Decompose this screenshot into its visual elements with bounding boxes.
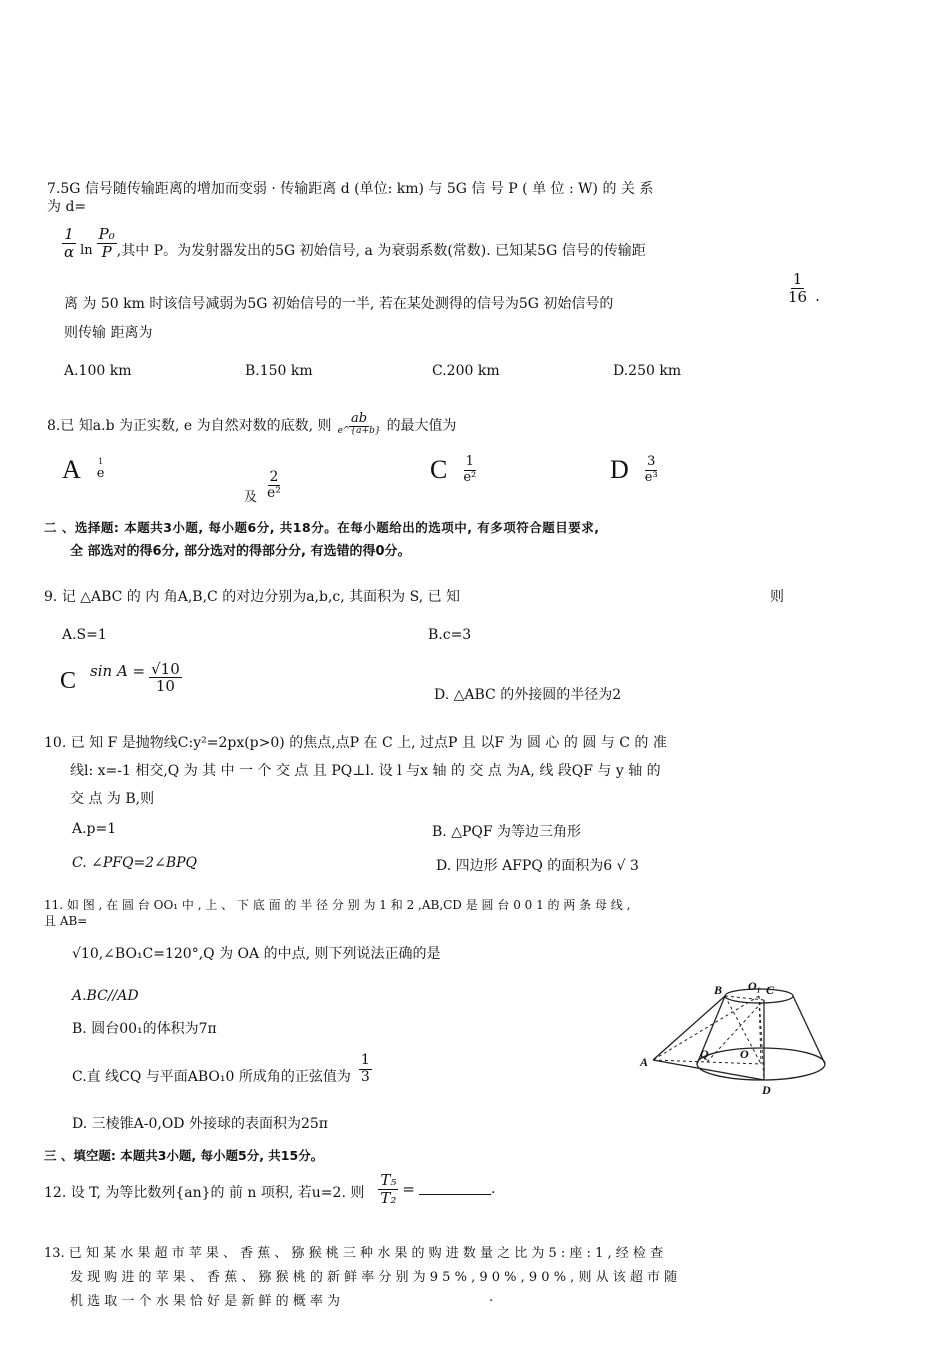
q9-option-a[interactable]: A.S=1 xyxy=(62,627,107,643)
q8-option-d[interactable]: D $\frac{3}{\text{e³}}$ xyxy=(610,454,658,485)
q7-line4: 则传输 距离为 xyxy=(64,325,153,341)
q8-frac: $\frac{ab}{e\^{}\{a+b\}}$ xyxy=(337,411,381,437)
q9-then: 则 xyxy=(770,589,784,605)
q7-formula-line: $\frac{1}{\alpha}$ ln $\frac{\text{P₀}}{P}$ ,其中 P。为发射器发出的5G 初始信号, a 为衰弱系数(常数). 已知某5G 信号的传输距 xyxy=(64,225,646,261)
q10-option-a[interactable]: A.p=1 xyxy=(72,821,117,837)
q11-line2: √10,∠BO₁C=120°,Q 为 OA 的中点, 则下列说法正确的是 xyxy=(72,946,441,962)
q8-option-b[interactable]: 及 $\frac{2}{\text{e²}}$ xyxy=(244,468,281,505)
segment-qc xyxy=(707,1000,764,1062)
q10-option-c[interactable]: C. ∠PFQ=2∠BPQ xyxy=(72,855,198,871)
segment-ad xyxy=(653,1060,764,1080)
q7-frac3: $\frac{1}{16}$ xyxy=(788,270,808,306)
q8-option-a[interactable]: A 1 e xyxy=(62,455,105,484)
q13-end[interactable]: . xyxy=(489,1290,494,1305)
q7-option-a[interactable]: A.100 km xyxy=(64,363,132,379)
q9-option-b[interactable]: B.c=3 xyxy=(428,627,472,643)
q7-option-b[interactable]: B.150 km xyxy=(245,363,313,379)
frustum-figure xyxy=(636,980,836,1100)
label-o: O xyxy=(740,1047,749,1061)
q7-frac1: $\frac{1}{\alpha}$ xyxy=(64,225,75,261)
q11-option-c[interactable]: C.直 线CQ 与平面ABO₁0 所成角的正弦值为 $\frac{1}{3}$ xyxy=(72,1052,370,1085)
label-a: A xyxy=(640,1055,649,1069)
q9-stem: 9. 记 △ABC 的 内 角A,B,C 的对边分别为a,b,c, 其面积为 S, 已 知 xyxy=(44,589,461,605)
q10-option-b[interactable]: B. △PQF 为等边三角形 xyxy=(432,824,582,840)
q7-line3: 离 为 50 km 时该信号减弱为5G 初始信号的一半, 若在某处测得的信号为5G 初始信号的 xyxy=(64,296,614,312)
q11-line1: 11. 如 图 , 在 圆 台 OO₁ 中 , 上 、 下 底 面 的 半 径 分 别 为 1 和 2 ,AB,CD 是 圆 台 0 0 1 的 两 条 母 线 , xyxy=(44,898,631,912)
q12-stem: 12. 设 T, 为等比数列{an}的 前 n 项积, 若u=2. 则 $\frac{\text{T₅}}{\text{T₂}}$ = . xyxy=(44,1171,496,1207)
section2-heading-line2: 全 部选对的得6分, 部分选对的得部分分, 有选错的得0分。 xyxy=(70,544,411,559)
section3-heading: 三 、填空题: 本题共3小题, 每小题5分, 共15分。 xyxy=(44,1148,324,1163)
q11-line1b: 且 AB= xyxy=(44,914,88,928)
q11-option-d[interactable]: D. 三棱锥A-0,OD 外接球的表面积为25π xyxy=(72,1116,328,1132)
q11-option-a[interactable]: A.BC//AD xyxy=(72,988,139,1004)
q8-stem: 8.已 知a.b 为正实数, e 为自然对数的底数, 则 $\frac{ab}{e\^{}\{a+b\}}$ 的最大值为 xyxy=(47,411,457,437)
q7-option-c[interactable]: C.200 km xyxy=(432,363,500,379)
q9-option-d[interactable]: D. △ABC 的外接圆的半径为2 xyxy=(434,687,622,703)
q13-line3: 机 选 取 一 个 水 果 恰 好 是 新 鲜 的 概 率 为 xyxy=(70,1294,340,1309)
q12-answer-blank[interactable] xyxy=(419,1194,491,1195)
label-q: Q xyxy=(700,1047,709,1061)
q7-line1b: 为 d= xyxy=(47,199,87,215)
q12-frac: $\frac{\text{T₅}}{\text{T₂}}$ xyxy=(380,1171,397,1207)
q9-option-c[interactable]: C sin A = $\frac{√10}{10}$ xyxy=(60,659,180,695)
q10-line3: 交 点 为 B,则 xyxy=(70,791,155,807)
q13-line1: 13. 已 知 某 水 果 超 市 苹 果 、 香 蕉 、 猕 猴 桃 三 种 水 果 的 购 进 数 量 之 比 为 5 : 座 : 1 , 经 检 查 xyxy=(44,1246,664,1261)
q10-option-d[interactable]: D. 四边形 AFPQ 的面积为6 √ 3 xyxy=(436,858,639,874)
label-o1: O₁ xyxy=(748,980,761,993)
label-d: D xyxy=(762,1083,771,1097)
q13-line2: 发 现 购 进 的 苹 果 、 香 蕉 、 猕 猴 桃 的 新 鲜 率 分 别 为 9 5 % , 9 0 % , 9 0 % , 则 从 该 超 市 随 xyxy=(70,1270,678,1285)
segment-ab xyxy=(653,996,725,1060)
q8-option-c[interactable]: C $\frac{1}{\text{e²}}$ xyxy=(430,454,477,485)
section2-heading: 二 、选择题: 本题共3小题, 每小题6分, 共18分。在每小题给出的选项中, 有多项符合题目要求, xyxy=(44,520,600,535)
q7-frac2: $\frac{\text{P₀}}{P}$ xyxy=(98,225,115,261)
q7-frac3-group: $\frac{1}{16}$ . xyxy=(788,270,820,306)
q10-line1: 10. 已 知 F 是抛物线C:y²=2px(p>0) 的焦点,点P 在 C 上, 过点P 且 以F 为 圆 心 的 圆 与 C 的 准 xyxy=(44,735,667,751)
q7-line2-rest: ,其中 P。为发射器发出的5G 初始信号, a 为衰弱系数(常数). 已知某5G 信号的传输距 xyxy=(116,243,646,259)
q7-option-d[interactable]: D.250 km xyxy=(613,363,682,379)
q11-option-b[interactable]: B. 圆台00₁的体积为7π xyxy=(72,1021,217,1037)
q10-line2: 线l: x=-1 相交,Q 为 其 中 一 个 交 点 且 PQ⊥l. 设 l 与x 轴 的 交 点 为A, 线 段QF 与 y 轴 的 xyxy=(70,763,661,779)
label-c: C xyxy=(766,983,775,997)
label-b: B xyxy=(714,983,723,997)
axis-oo1 xyxy=(759,996,761,1064)
q7-line1: 7.5G 信号随传输距离的增加而变弱 · 传输距离 d (单位: km) 与 5G 信 号 P ( 单 位 : W) 的 关 系 xyxy=(47,181,654,197)
